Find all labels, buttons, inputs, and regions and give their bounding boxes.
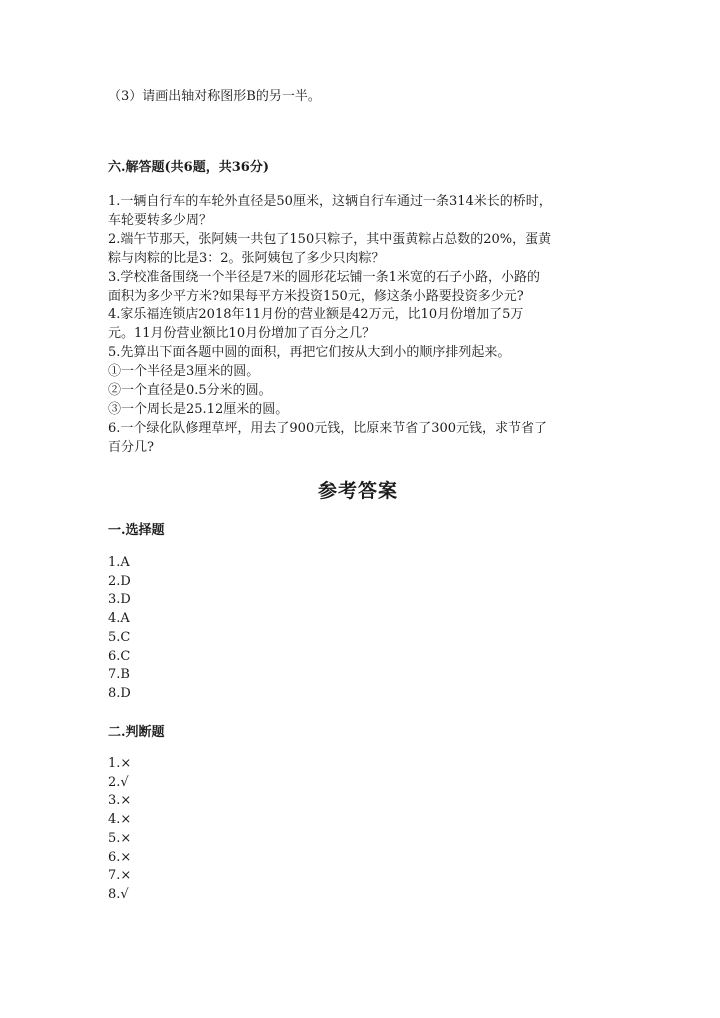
problem-line: ②一个直径是0.5分米的圆。 [108,383,272,399]
answer-item: 3.D [108,592,131,608]
problem-line: 6.一个绿化队修理草坪，用去了900元钱，比原来节省了300元钱，求节省了 [108,420,548,436]
answer-item: 8.√ [108,886,129,902]
problem-line: ③一个周长是25.12厘米的圆。 [108,401,289,417]
answer-item: 6.C [108,648,131,664]
answer-item: 2.D [108,573,131,589]
section-6-title: 六.解答题(共6题，共36分) [108,160,269,175]
problem-line: 5.先算出下面各题中圆的面积，再把它们按从大到小的顺序排列起来。 [108,345,511,361]
answer-item: 1.× [108,756,132,771]
problem-line: 粽与肉粽的比是3：2。张阿姨包了多少只肉粽？ [108,250,385,266]
answer-item: 6.× [108,849,132,865]
section-1-answers [108,554,131,704]
answer-item: 1.A [108,555,130,570]
section-2-answers [108,755,131,905]
section-6-problems [108,193,552,458]
problem-line: ①一个半径是3厘米的圆。 [108,364,260,380]
question-3-text: （3）请画出轴对称图形B的另一半。 [108,89,321,104]
answer-item: 7.B [108,667,130,683]
problem-line: 元。11月份营业额比10月份增加了百分之几？ [108,326,376,342]
answer-key-title: 参考答案 [317,480,398,502]
answer-item: 3.× [108,793,132,809]
problem-line: 3.学校准备围绕一个半径是7米的圆形花坛铺一条1米宽的石子小路，小路的 [108,269,540,285]
problem-line: 1.一辆自行车的车轮外直径是50厘米，这辆自行车通过一条314米长的桥时， [108,194,552,209]
answer-item: 2.√ [108,774,129,790]
answer-item: 5.C [108,629,131,645]
problem-line: 面积为多少平方米?如果每平方米投资150元，修这条小路要投资多少元? [108,288,524,304]
answer-item: 4.× [108,812,132,828]
problem-line: 车轮要转多少周？ [108,212,213,228]
answer-item: 8.D [108,685,131,701]
answer-item: 7.× [108,868,132,884]
section-1-title: 一.选择题 [108,523,165,538]
answer-item: 4.A [108,611,130,627]
problem-line: 2.端午节那天，张阿姨一共包了150只粽子，其中蛋黄粽占总数的20%，蛋黄 [108,231,552,247]
problem-line: 百分几? [108,439,154,455]
problem-line: 4.家乐福连锁店2018年11月份的营业额是42万元，比10月份增加了5万 [108,307,524,323]
section-2-title: 二.判断题 [108,725,165,740]
answer-item: 5.× [108,830,132,846]
